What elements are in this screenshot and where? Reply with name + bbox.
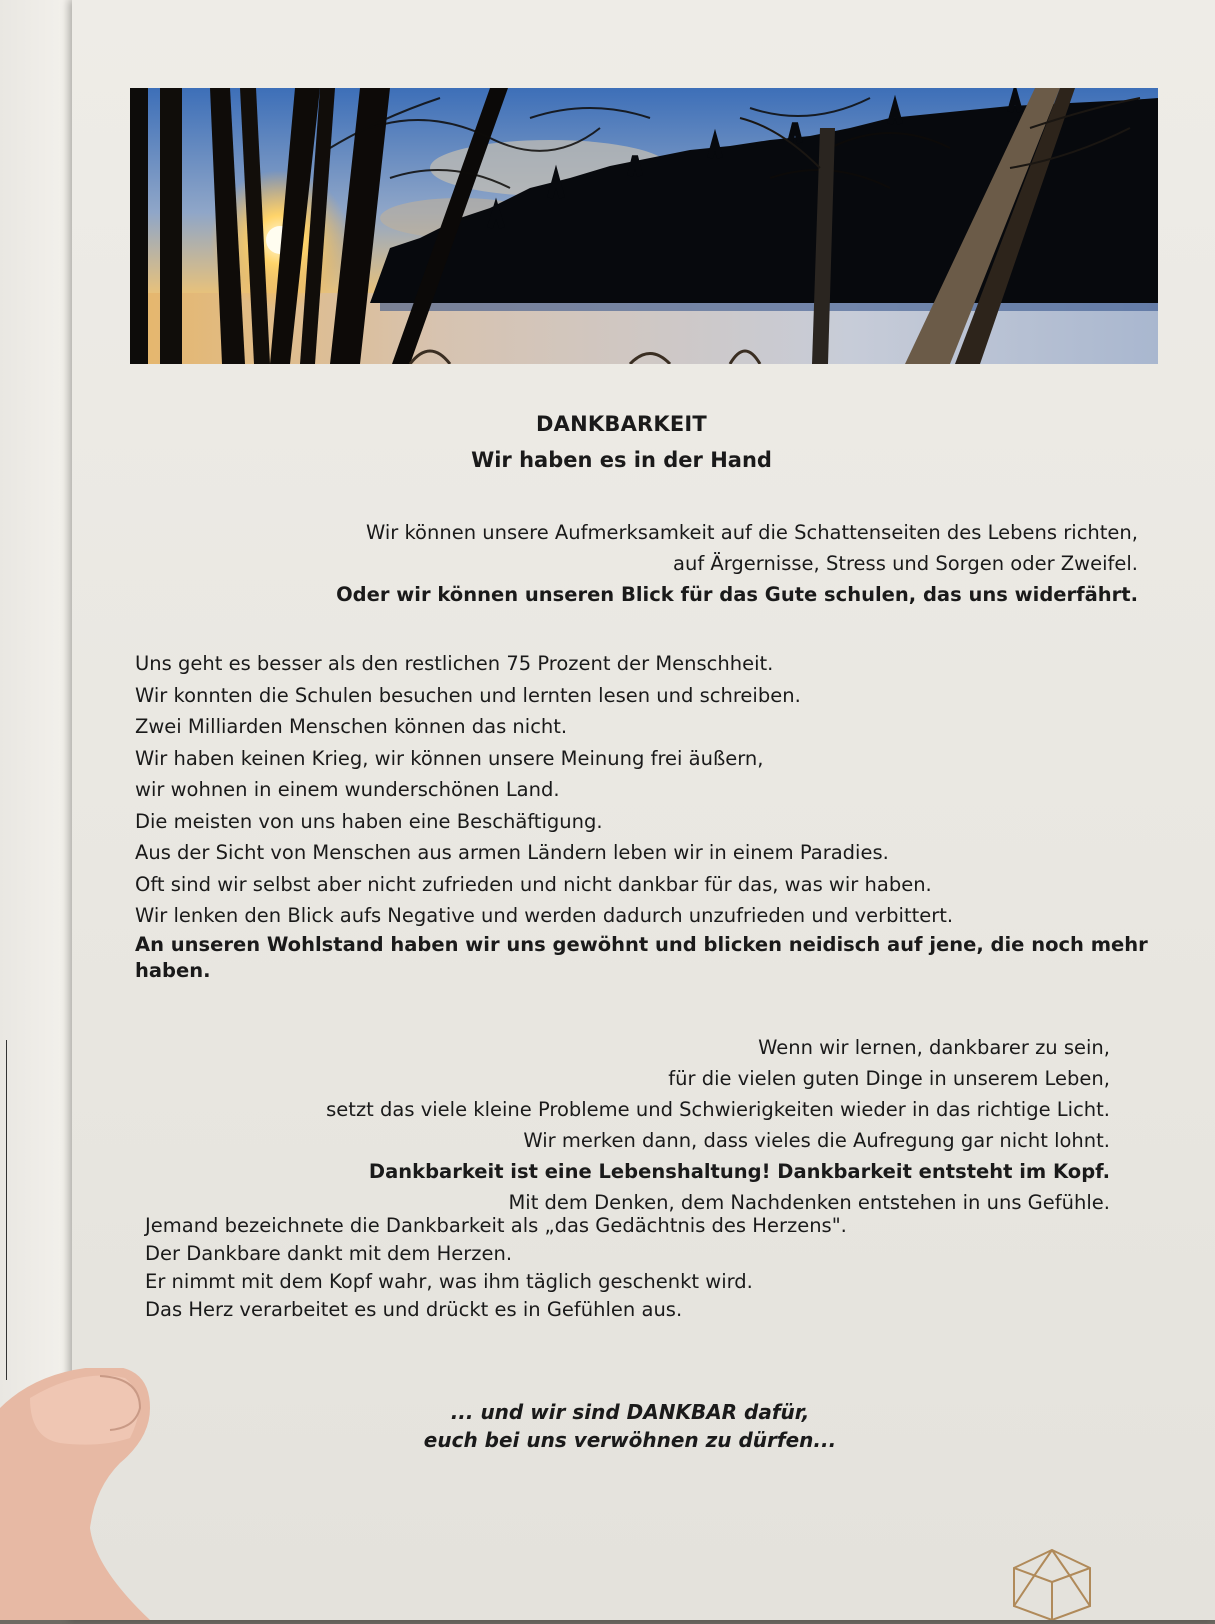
body-line-emphasis: An unseren Wohlstand haben wir uns gewöhnt und blicken neidisch auf jene, die noch mehr — [135, 932, 1148, 956]
body-line: Wir merken dann, dass vieles die Aufregung gar nicht lohnt. — [523, 1129, 1110, 1152]
body-line: für die vielen guten Dinge in unserem Leben, — [668, 1067, 1110, 1090]
body-paragraph-1 — [135, 648, 1155, 984]
intro-paragraph — [200, 517, 1138, 610]
banner-image — [130, 88, 1158, 364]
body-line: Aus der Sicht von Menschen aus armen Ländern leben wir in einem Paradies. — [135, 841, 889, 864]
body-line: Uns geht es besser als den restlichen 75 Prozent der Menschheit. — [135, 652, 774, 675]
page-subtitle: Wir haben es in der Hand — [471, 448, 772, 472]
body-line: Wenn wir lernen, dankbarer zu sein, — [758, 1036, 1110, 1059]
closing-statement — [380, 1398, 880, 1454]
body-line: Jemand bezeichnete die Dankbarkeit als „das Gedächtnis des Herzens". — [145, 1214, 847, 1237]
body-line: wir wohnen in einem wunderschönen Land. — [135, 778, 560, 801]
body-line: Oft sind wir selbst aber nicht zufrieden und nicht dankbar für das, was wir haben. — [135, 872, 932, 896]
body-line: Wir haben keinen Krieg, wir können unsere Meinung frei äußern, — [135, 746, 764, 770]
intro-line-emphasis: Oder wir können unseren Blick für das Gute schulen, das uns widerfährt. — [336, 583, 1138, 606]
body-paragraph-2 — [200, 1032, 1110, 1218]
intro-line: Wir können unsere Aufmerksamkeit auf die Schattenseiten des Lebens richten, — [365, 521, 1138, 544]
body-line: Zwei Milliarden Menschen können das nicht. — [135, 715, 568, 738]
body-paragraph-3 — [145, 1212, 1145, 1324]
body-line: Mit dem Denken, dem Nachdenken entstehen in uns Gefühle. — [508, 1191, 1110, 1214]
body-line: Der Dankbare dankt mit dem Herzen. — [145, 1242, 513, 1265]
body-line: Wir lenken den Blick aufs Negative und werden dadurch unzufrieden und verbittert. — [135, 904, 954, 927]
intro-line: auf Ärgernisse, Stress und Sorgen oder Zweifel. — [673, 552, 1138, 575]
body-line-emphasis: Dankbarkeit ist eine Lebenshaltung! Dankbarkeit entsteht im Kopf. — [368, 1160, 1110, 1183]
page-title: DANKBARKEIT — [536, 412, 707, 436]
page-edge-lines — [0, 1040, 7, 1380]
body-line: Er nimmt mit dem Kopf wahr, was ihm täglich geschenkt wird. — [145, 1270, 753, 1293]
body-line: setzt das viele kleine Probleme und Schwierigkeiten wieder in das richtige Licht. — [326, 1098, 1110, 1121]
body-line: Wir konnten die Schulen besuchen und lernten lesen und schreiben. — [135, 683, 801, 707]
body-line: Das Herz verarbeitet es und drückt es in Gefühlen aus. — [145, 1298, 683, 1321]
body-line: Die meisten von uns haben eine Beschäftigung. — [135, 809, 603, 833]
hand-holding-page — [0, 1368, 170, 1620]
closing-line: ... und wir sind DANKBAR dafür, — [450, 1400, 810, 1424]
body-line-emphasis: haben. — [135, 958, 211, 982]
closing-line: euch bei uns verwöhnen zu dürfen... — [423, 1428, 837, 1452]
geometric-crystal-logo-icon — [1004, 1546, 1100, 1620]
